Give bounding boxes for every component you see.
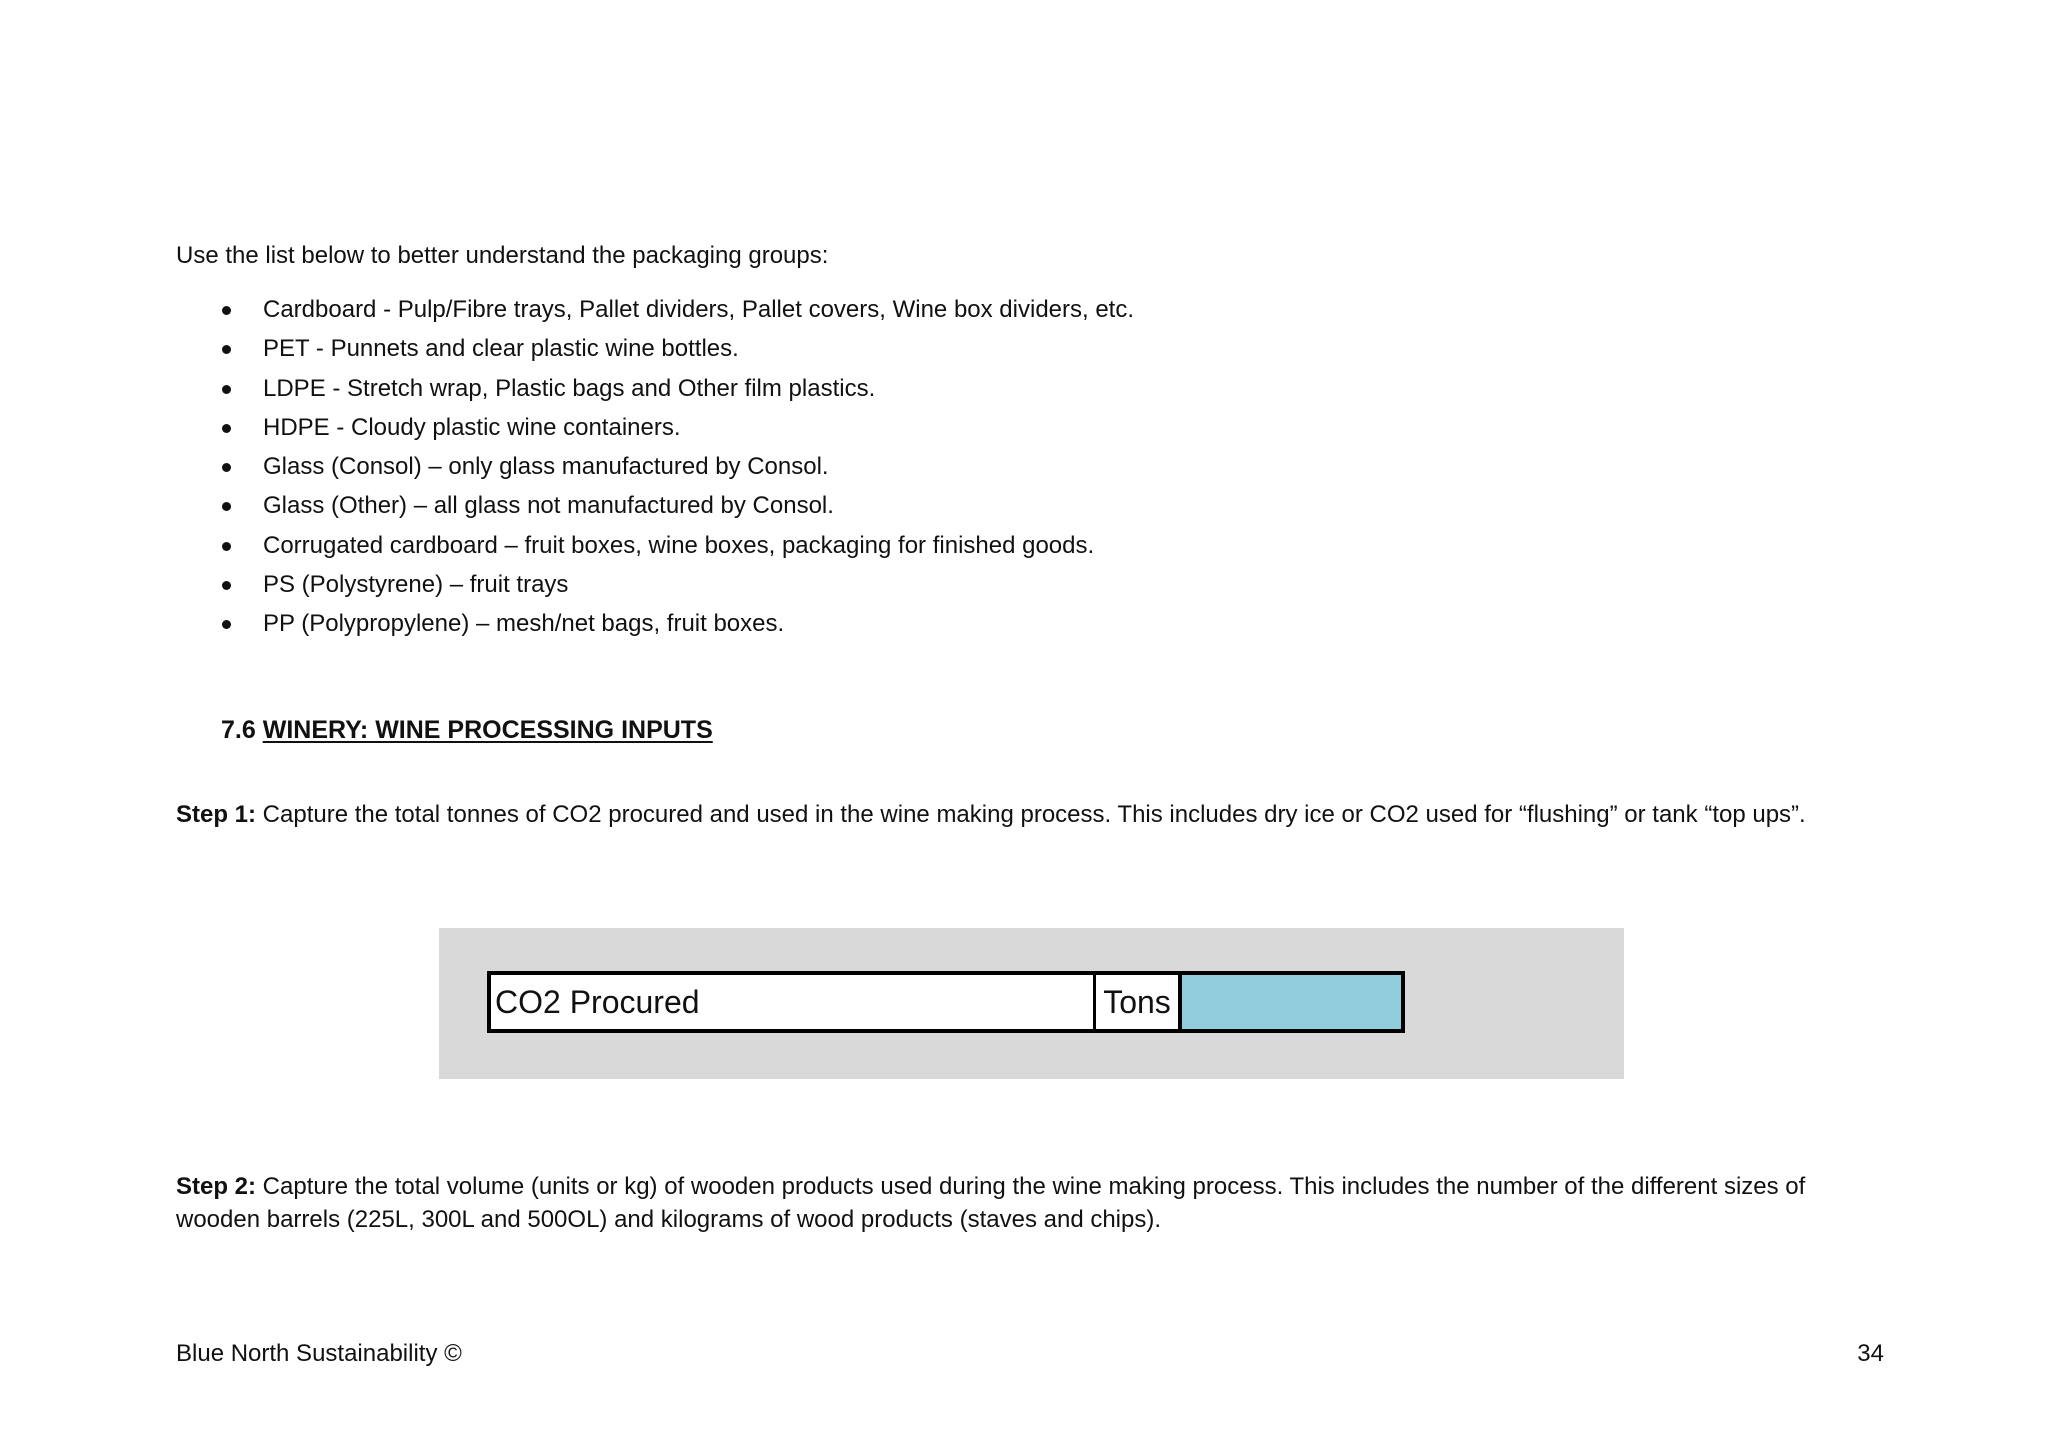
bullet-icon — [222, 620, 231, 629]
co2-procured-label: CO2 Procured — [491, 975, 1096, 1029]
bullet-icon — [222, 385, 231, 394]
list-item-text: HDPE - Cloudy plastic wine containers. — [263, 413, 681, 441]
list-item-text: PP (Polypropylene) – mesh/net bags, fruit boxes. — [263, 610, 785, 638]
section-number: 7.6 — [221, 716, 256, 744]
list-item-text: Corrugated cardboard – fruit boxes, wine boxes, packaging for finished goods. — [263, 531, 1095, 559]
step-2-label: Step 2: — [176, 1173, 257, 1200]
packaging-groups-list — [222, 294, 1134, 648]
list-item-text: PS (Polystyrene) – fruit trays — [263, 571, 569, 599]
section-heading — [221, 713, 713, 747]
intro-text: Use the list below to better understand the packaging groups: — [176, 242, 829, 269]
step-1-instruction — [176, 798, 1896, 831]
list-item — [222, 490, 1134, 529]
bullet-icon — [222, 581, 231, 590]
list-item-text: PET - Punnets and clear plastic wine bottles. — [263, 335, 739, 363]
bullet-icon — [222, 463, 231, 472]
co2-procured-row — [487, 971, 1405, 1033]
list-item — [222, 608, 1134, 647]
list-item-text: Cardboard - Pulp/Fibre trays, Pallet dividers, Pallet covers, Wine box dividers, etc. — [263, 296, 1135, 323]
list-item — [222, 451, 1134, 490]
bullet-icon — [222, 306, 231, 315]
step-2-text: Capture the total volume (units or kg) of wooden products used during the wine making process. This includes the number of the different sizes of wooden barrels (225L, 300L and 500OL) and kilograms of wood products (staves and chips). — [176, 1173, 1806, 1233]
co2-form-panel — [439, 928, 1624, 1079]
list-item — [222, 530, 1134, 569]
page-number: 34 — [1857, 1340, 1884, 1367]
list-item-text: Glass (Other) – all glass not manufactured by Consol. — [263, 492, 834, 520]
bullet-icon — [222, 542, 231, 551]
list-item-text: Glass (Consol) – only glass manufactured by Consol. — [263, 453, 829, 481]
list-item-text: LDPE - Stretch wrap, Plastic bags and Other film plastics. — [263, 374, 876, 402]
step-1-text: Capture the total tonnes of CO2 procured and used in the wine making process. This includes dry ice or CO2 used for “flushing” or tank “top ups”. — [256, 801, 1806, 828]
list-item — [222, 569, 1134, 608]
bullet-icon — [222, 502, 231, 511]
step-1-label: Step 1: — [176, 801, 257, 828]
step-2-instruction — [176, 1170, 1896, 1236]
list-item — [222, 373, 1134, 412]
list-item — [222, 412, 1134, 451]
bullet-icon — [222, 345, 231, 354]
co2-procured-input[interactable] — [1182, 975, 1401, 1029]
list-item — [222, 294, 1134, 333]
section-title: WINERY: WINE PROCESSING INPUTS — [262, 716, 713, 744]
footer-copyright: Blue North Sustainability © — [176, 1340, 462, 1367]
co2-unit-label: Tons — [1096, 975, 1182, 1029]
bullet-icon — [222, 424, 231, 433]
list-item — [222, 333, 1134, 372]
